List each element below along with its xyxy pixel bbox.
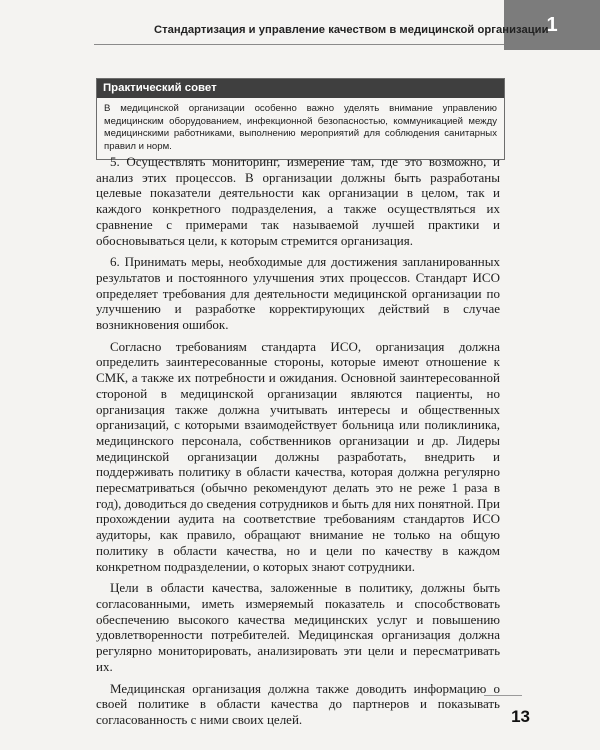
page-number: 13 (511, 707, 530, 726)
paragraph: Цели в области качества, заложенные в политику, должны быть согласованными, иметь измеряемый показатель и способствовать обеспечению высокого качества медицинских услуг и повышению удовлетворенности потребителей. Медицинская организация должна регулярно мониторировать, анализировать эти цели и пересматривать их. (96, 580, 500, 674)
body-text (96, 154, 500, 734)
practical-tip-box (96, 78, 505, 160)
paragraph: Медицинская организация должна также доводить информацию о своей политике в области качества до партнеров и показывать согласованность с ними своих целей. (96, 680, 500, 727)
paragraph: 5. Осуществлять мониторинг, измерение там, где это возможно, и анализ этих процессов. В организации должны быть разработаны целевые показатели деятельности как организации в целом, так и каждого конкретного подразделения, а также осуществляться их сравнение с примерами так называемой лучшей практики и обосновываться цели, к которым стремится организация. (96, 154, 500, 248)
running-header-title: Стандартизация и управление качеством в медицинской организации (154, 24, 549, 36)
tip-title: Практический совет (97, 79, 504, 98)
chapter-number-tab: 1 (504, 0, 600, 50)
header-divider (94, 44, 504, 45)
paragraph: 6. Принимать меры, необходимые для достижения запланированных результатов и постоянного улучшения этих процессов. Стандарт ИСО определяет требования для деятельности медицинской организации по улучшению и разработке корректирующих действий в случае возникновения ошибок. (96, 254, 500, 333)
footer-divider (484, 695, 522, 696)
paragraph: Согласно требованиям стандарта ИСО, организация должна определить заинтересованные стороны, которые имеют отношение к СМК, а также их потребности и ожидания. Основной заинтересованной стороной в медицинской организации являются пациенты, но организация также должна учитывать интересы и общественных организаций, с которыми взаимодействует больница или поликлиника, медицинского персонала, собственников организации и др. Лидеры медицинской организации должны разработать, внедрить и поддерживать политику в области качества, которая должна регулярно пересматриваться (обычно рекомендуют делать это не реже 1 раза в год), доводиться до сведения сотрудников и быть для них понятной. При прохождении аудита на соответствие требованиям стандартов ИСО аудиторы, как правило, обращают внимание не только на общую политику в области качества, но и цели по качеству в каждом конкретном подразделении, о которых знают сотрудники. (96, 338, 500, 574)
tip-text: В медицинской организации особенно важно уделять внимание управлению медицинским оборудованием, инфекционной безопасностью, коммуникацией между медицинскими работниками, выполнению мероприятий для соблюдения санитарных правил и норм. (104, 103, 497, 152)
